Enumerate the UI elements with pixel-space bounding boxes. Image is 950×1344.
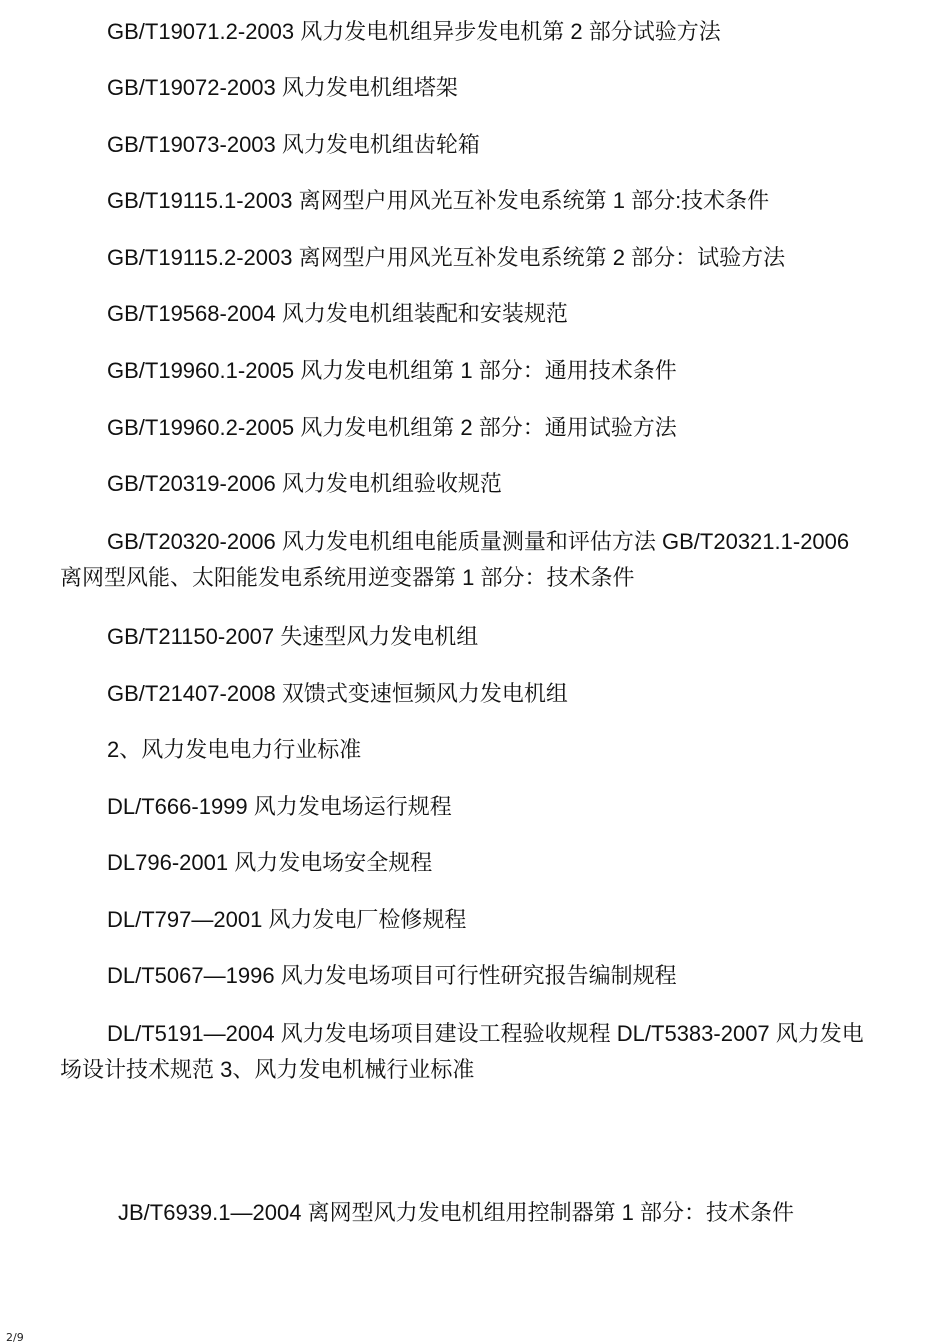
- standard-item: GB/T19073-2003 风力发电机组齿轮箱: [107, 132, 480, 157]
- standard-item: DL/T5067—1996 风力发电场项目可行性研究报告编制规程: [107, 963, 677, 988]
- standard-item: GB/T21150-2007 失速型风力发电机组: [107, 624, 479, 649]
- standard-item: GB/T19115.2-2003 离网型户用风光互补发电系统第 2 部分：试验方法: [107, 245, 786, 270]
- page-number: 2/9: [6, 1331, 24, 1344]
- standard-item: GB/T21407-2008 双馈式变速恒频风力发电机组: [107, 681, 568, 706]
- standard-item-wrapped: DL/T5191—2004 风力发电场项目建设工程验收规程 DL/T5383-2007 风力发电场设计技术规范 3、风力发电机械行业标准: [60, 1021, 864, 1082]
- standard-item: GB/T19071.2-2003 风力发电机组异步发电机第 2 部分试验方法: [107, 19, 721, 44]
- standard-item: GB/T20319-2006 风力发电机组验收规范: [107, 471, 502, 496]
- lower-standard-item: JB/T6939.1—2004 离网型风力发电机组用控制器第 1 部分：技术条件: [118, 1200, 795, 1225]
- standard-item: DL/T797—2001 风力发电厂检修规程: [107, 907, 467, 932]
- standard-item-wrapped: GB/T20320-2006 风力发电机组电能质量测量和评估方法 GB/T20321.1-2006 离网型风能、太阳能发电系统用逆变器第 1 部分：技术条件: [60, 529, 850, 590]
- section-heading: 2、风力发电电力行业标准: [107, 737, 362, 762]
- standard-item: GB/T19115.1-2003 离网型户用风光互补发电系统第 1 部分:技术条件: [107, 188, 770, 213]
- standard-item: DL796-2001 风力发电场安全规程: [107, 850, 433, 875]
- standard-item: GB/T19960.1-2005 风力发电机组第 1 部分：通用技术条件: [107, 358, 677, 383]
- standard-item: GB/T19568-2004 风力发电机组装配和安装规范: [107, 301, 568, 326]
- standard-item: DL/T666-1999 风力发电场运行规程: [107, 794, 452, 819]
- standard-item: GB/T19960.2-2005 风力发电机组第 2 部分：通用试验方法: [107, 415, 677, 440]
- standard-item: GB/T19072-2003 风力发电机组塔架: [107, 75, 458, 100]
